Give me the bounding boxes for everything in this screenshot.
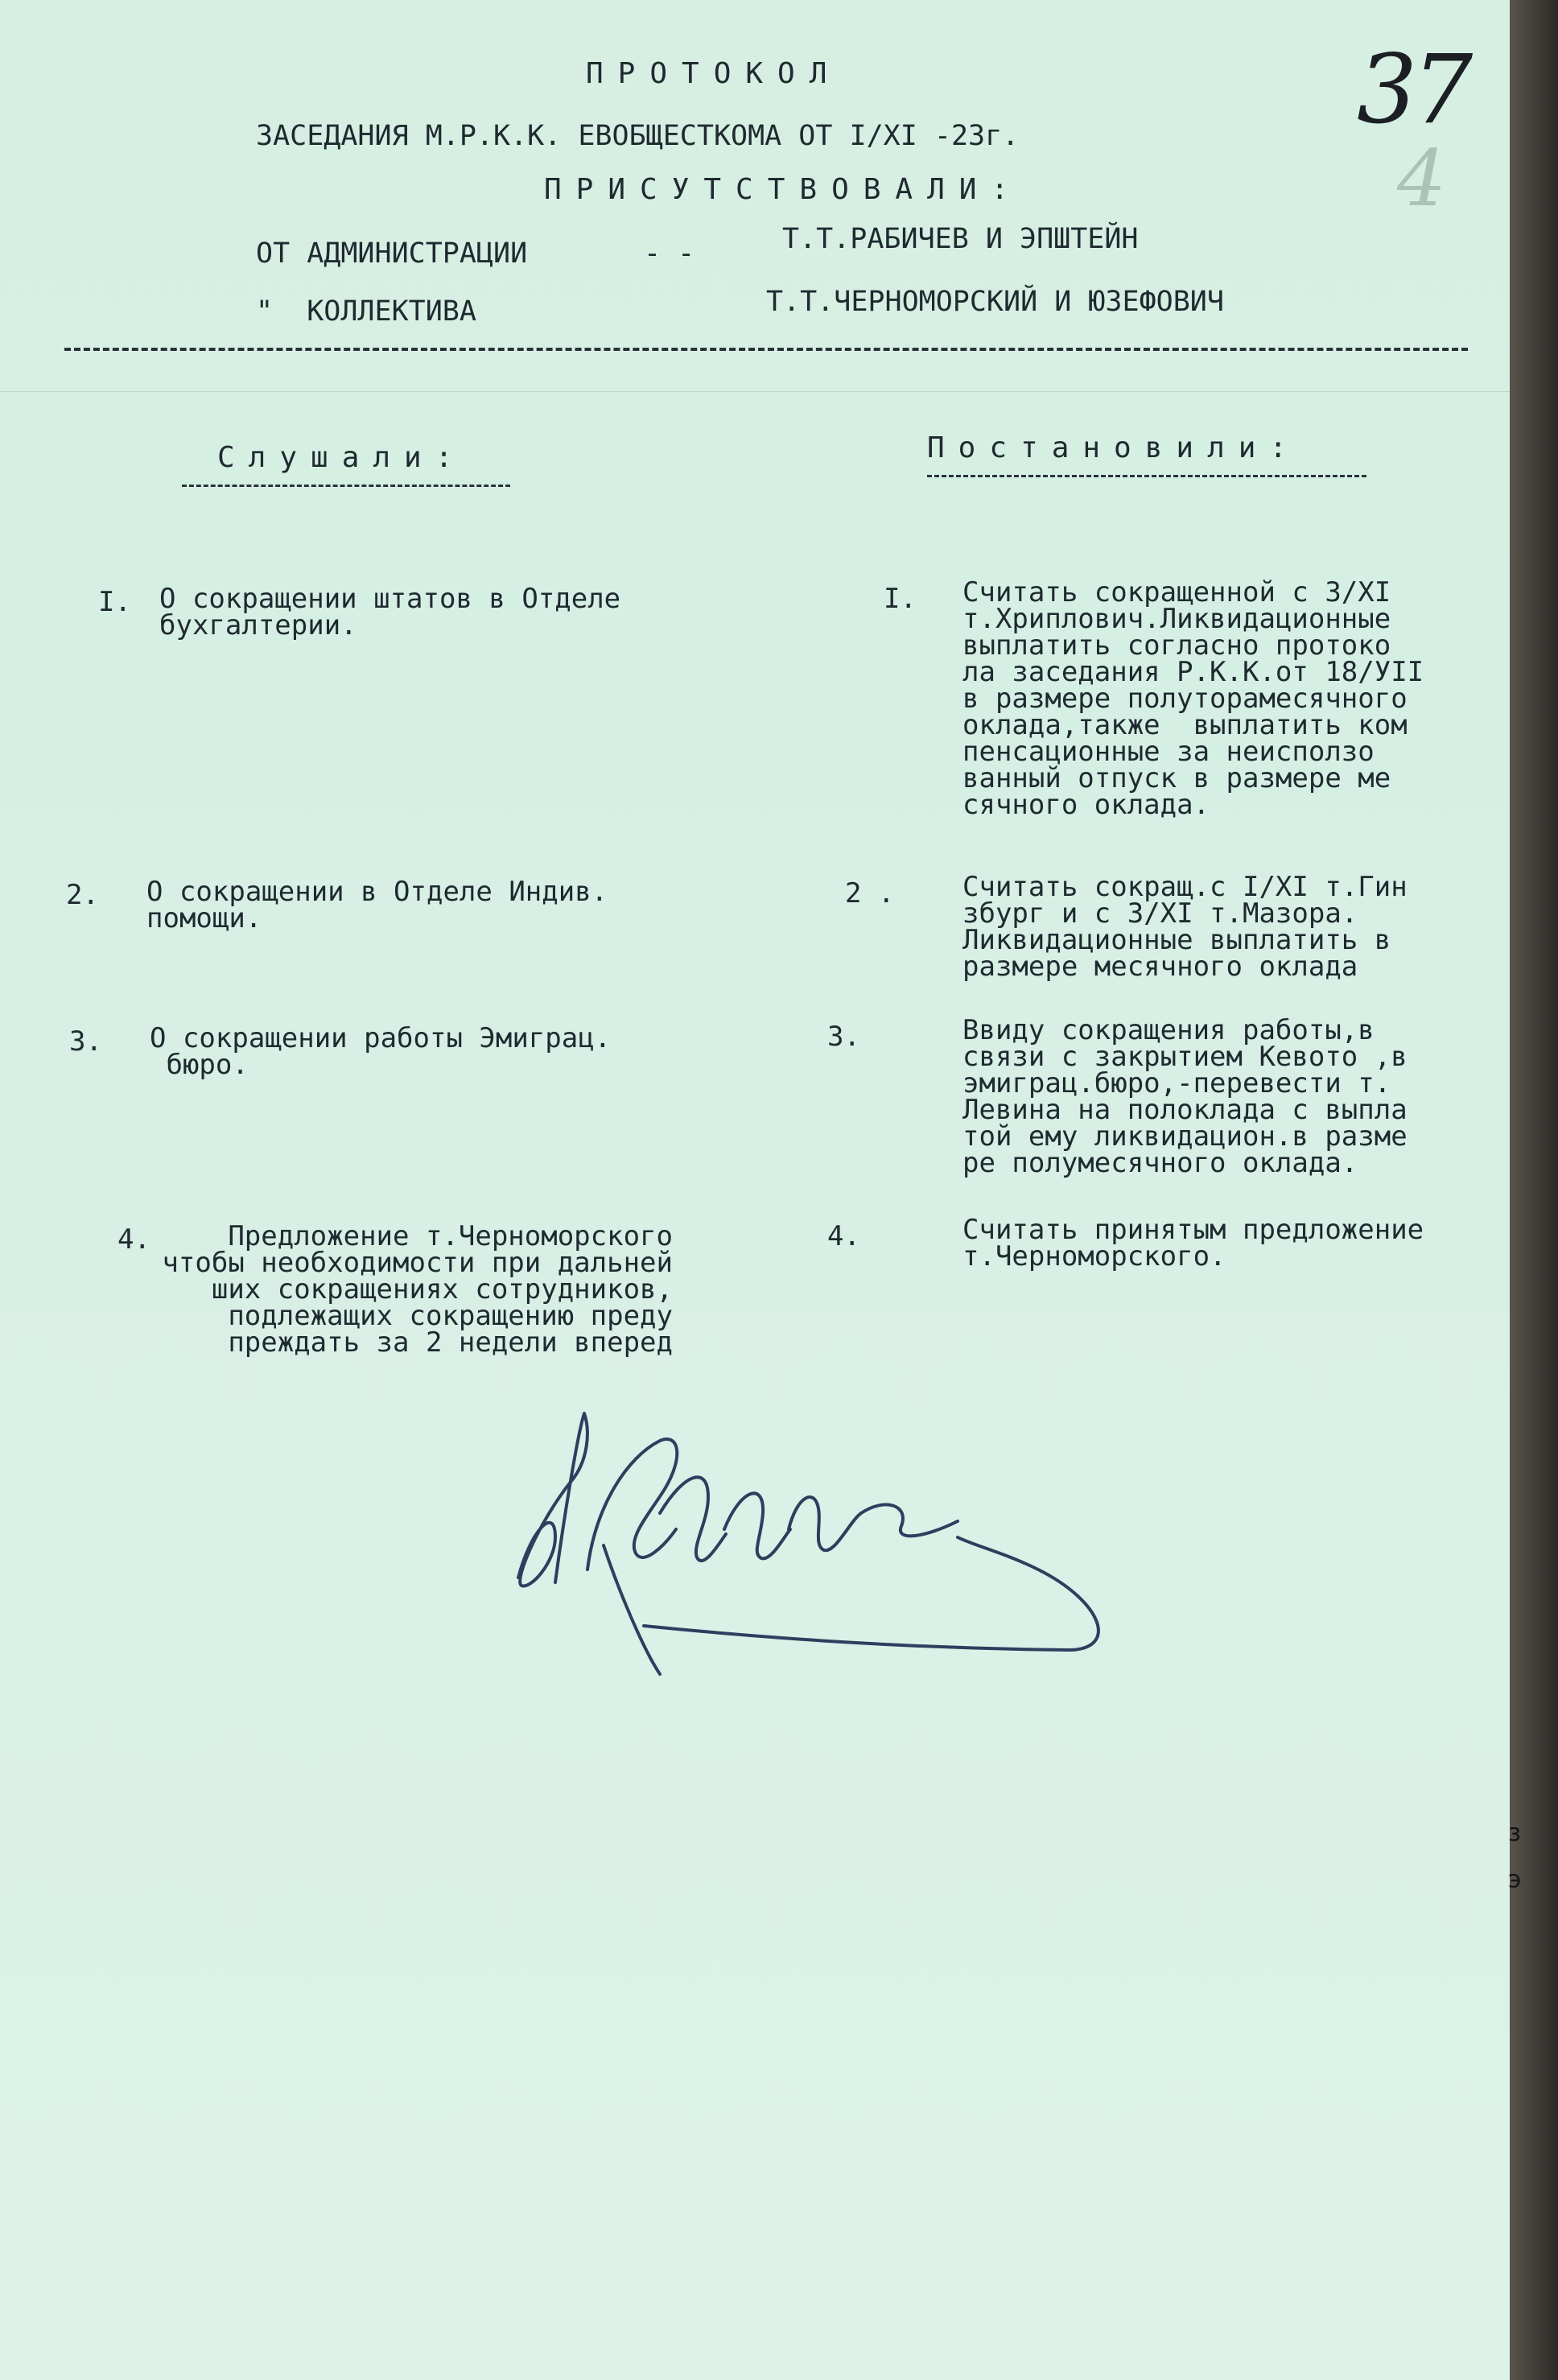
header-separator-line bbox=[64, 348, 1468, 351]
right-item-text: Считать принятым предложение т.Черноморского. bbox=[962, 1214, 1424, 1272]
attendee-label-collective: " КОЛЛЕКТИВА bbox=[256, 295, 476, 328]
heading-postanovili: Постановили: bbox=[927, 431, 1301, 464]
left-item-number: 2. bbox=[66, 879, 99, 911]
heading-slushali: Слушали: bbox=[217, 441, 467, 474]
heading-slushali-underline bbox=[182, 485, 510, 487]
handwritten-signature bbox=[507, 1384, 1119, 1690]
right-item-number: I. bbox=[884, 583, 917, 615]
scan-edge bbox=[1510, 0, 1558, 2380]
attendee-dash: - - bbox=[644, 237, 695, 270]
edge-fragment: э bbox=[1508, 1866, 1522, 1894]
attendee-names-collective: Т.Т.ЧЕРНОМОРСКИЙ И ЮЗЕФОВИЧ bbox=[766, 286, 1224, 318]
document-subtitle: ЗАСЕДАНИЯ М.Р.К.К. ЕВОБЩЕСТКОМА ОТ I/XI -23г. bbox=[256, 120, 1020, 152]
left-item-text: О сокращении работы Эмиграц. бюро. bbox=[150, 1022, 612, 1081]
right-item-text: Считать сокращенной с 3/XI т.Хриплович.Ликвидационные выплатить согласно протоко ла заседания Р.К.К.от 18/УII в размере полуторамесячного оклада,также выплатить ком пенсационные за неисползо ванный отпуск в размере ме сячного оклада. bbox=[962, 576, 1424, 821]
left-item-text: Предложение т.Черноморского чтобы необходимости при дальней ших сокращениях сотрудников, подлежащих сокращению преду преждать за 2 недели вперед bbox=[162, 1220, 673, 1359]
right-item-text: Считать сокращ.с I/XI т.Гин збург и с 3/XI т.Мазора. Ликвидационные выплатить в размере месячного оклада bbox=[962, 871, 1408, 983]
folio-number: 37 bbox=[1357, 34, 1469, 145]
left-item-text: О сокращении штатов в Отделе бухгалтерии. bbox=[159, 583, 621, 641]
left-item-number: 3. bbox=[69, 1025, 102, 1058]
attendee-names-administration: Т.Т.РАБИЧЕВ И ЭПШТЕЙН bbox=[782, 223, 1139, 255]
left-item-number: I. bbox=[98, 586, 131, 618]
folio-bleed-through: 4 bbox=[1397, 134, 1447, 224]
heading-postanovili-underline bbox=[927, 475, 1366, 477]
attendee-label-administration: ОТ АДМИНИСТРАЦИИ bbox=[256, 237, 528, 270]
right-item-text: Ввиду сокращения работы,в связи с закрытием Кевото ,в эмиграц.бюро,-перевести т. Левина на полоклада с выпла той ему ликвидацион.в разме ре полумесячного оклада. bbox=[962, 1014, 1408, 1179]
document-title: ПРОТОКОЛ bbox=[586, 57, 842, 90]
present-heading: ПРИСУТСТВОВАЛИ: bbox=[544, 173, 1024, 206]
right-item-number: 2 . bbox=[845, 877, 895, 910]
right-item-number: 3. bbox=[827, 1021, 860, 1053]
edge-fragment: з bbox=[1508, 1819, 1521, 1847]
right-item-number: 4. bbox=[827, 1220, 860, 1252]
left-item-text: О сокращении в Отделе Индив. помощи. bbox=[146, 876, 608, 934]
left-item-number: 4. bbox=[117, 1223, 150, 1256]
